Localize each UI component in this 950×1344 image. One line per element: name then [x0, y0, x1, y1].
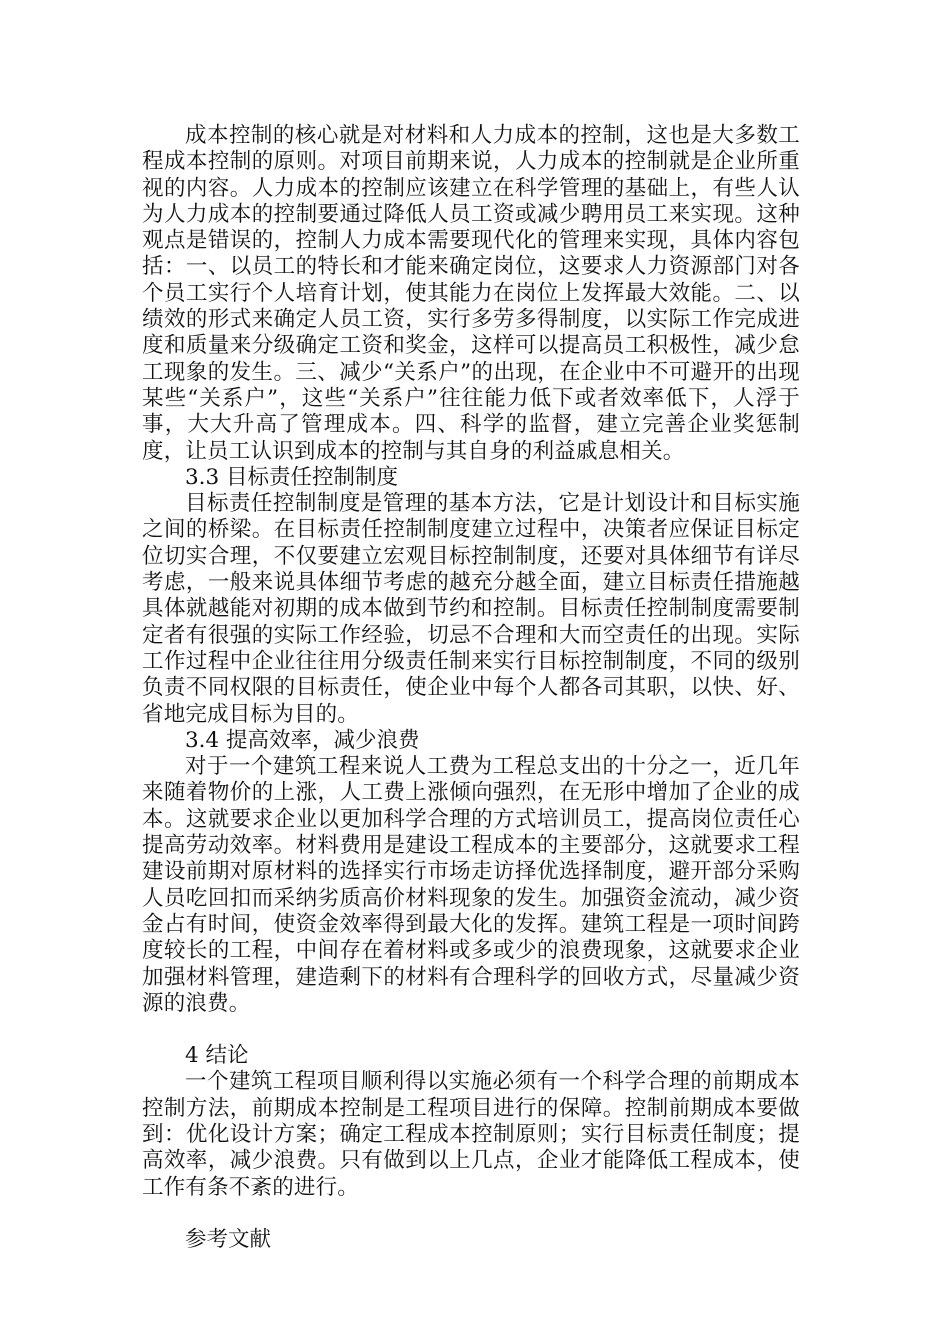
document-page: [142, 123, 800, 1253]
references-heading: 参考文献: [185, 1226, 272, 1252]
section-heading-3-3: 3.3 目标责任控制制度: [185, 464, 399, 490]
section-spacer: [142, 1201, 800, 1227]
paragraph-conclusion: 一个建筑工程项目顺利得以实施必须有一个科学合理的前期成本控制方法，前期成本控制是工程项目进行的保障。控制前期成本要做到：优化设计方案；确定工程成本控制原则；实行目标责任制度；提高效率，减少浪费。只有做到以上几点，企业才能降低工程成本，使工作有条不紊的进行。: [142, 1069, 800, 1200]
paragraph-target-responsibility: 目标责任控制制度是管理的基本方法，它是计划设计和目标实施之间的桥梁。在目标责任控制制度建立过程中，决策者应保证目标定位切实合理，不仅要建立宏观目标控制制度，还要对具体细节有详尽考虑，一般来说具体细节考虑的越充分越全面，建立目标责任措施越具体就越能对初期的成本做到节约和控制。目标责任控制制度需要制定者有很强的实际工作经验，切忌不合理和大而空责任的出现。实际工作过程中企业往往用分级责任制来实行目标控制制度，不同的级别负责不同权限的目标责任，使企业中每个人都各司其职，以快、好、省地完成目标为目的。: [142, 491, 800, 727]
section-heading-4-conclusion: 4 结论: [185, 1043, 249, 1069]
paragraph-labor-cost-control: 成本控制的核心就是对材料和人力成本的控制，这也是大多数工程成本控制的原则。对项目前期来说，人力成本的控制就是企业所重视的内容。人力成本的控制应该建立在科学管理的基础上，有些人认为人力成本的控制要通过降低人员工资或减少聘用员工来实现。这种观点是错误的，控制人力成本需要现代化的管理来实现，具体内容包括：一、以员工的特长和才能来确定岗位，这要求人力资源部门对各个员工实行个人培育计划，使其能力在岗位上发挥最大效能。二、以绩效的形式来确定人员工资，实行多劳多得制度，以实际工作完成进度和质量来分级确定工资和奖金，这样可以提高员工积极性，减少怠工现象的发生。三、减少“关系户”的出现，在企业中不可避开的出现某些“关系户”，这些“关系户”往往能力低下或者效率低下，人浮于事，大大升高了管理成本。四、科学的监督，建立完善企业奖惩制度，让员工认识到成本的控制与其自身的利益戚息相关。: [142, 123, 800, 464]
section-heading-3-4: 3.4 提高效率，减少浪费: [185, 727, 420, 753]
paragraph-efficiency-waste: 对于一个建筑工程来说人工费为工程总支出的十分之一，近几年来随着物价的上涨，人工费上涨倾向强烈，在无形中增加了企业的成本。这就要求企业以更加科学合理的方式培训员工，提高岗位责任心提高劳动效率。材料费用是建设工程成本的主要部分，这就要求工程建设前期对原材料的选择实行市场走访择优选择制度，避开部分采购人员吃回扣而采纳劣质高价材料现象的发生。加强资金流动，减少资金占有时间，使资金效率得到最大化的发挥。建筑工程是一项时间跨度较长的工程，中间存在着材料或多或少的浪费现象，这就要求企业加强材料管理，建造剩下的材料有合理科学的回收方式，尽量减少资源的浪费。: [142, 754, 800, 1016]
section-spacer: [142, 1017, 800, 1043]
